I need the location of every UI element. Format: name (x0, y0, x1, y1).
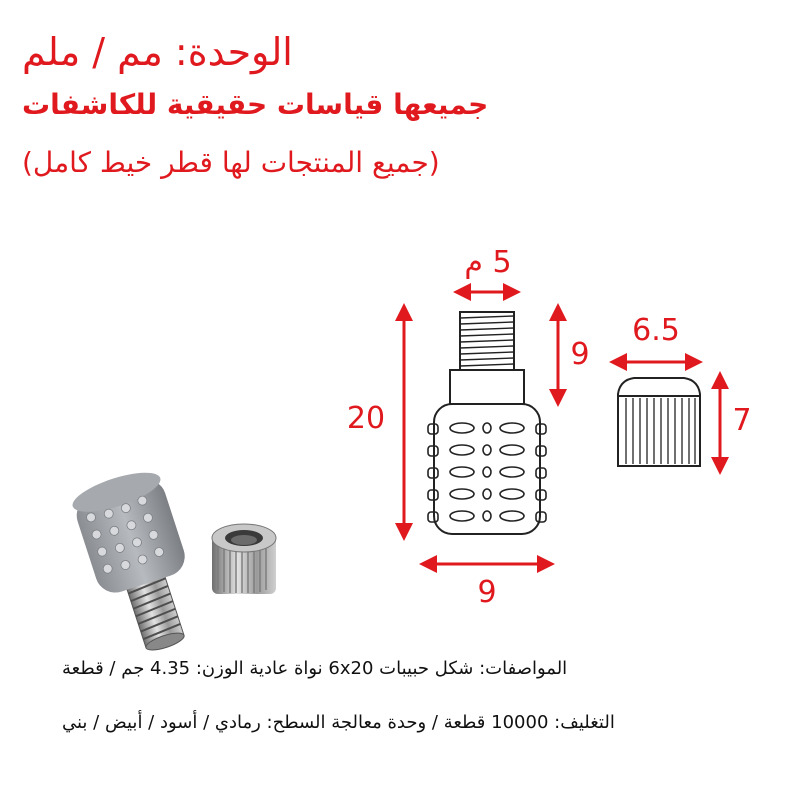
dim-label-nut-height: 7 (732, 403, 752, 438)
screw-drawing (428, 312, 546, 534)
dim-label-thread-width: 5 م (464, 245, 512, 280)
dim-label-nut-width: 6.5 (632, 313, 680, 348)
nut-outline (618, 378, 700, 466)
unit-title: الوحدة: مم / ملم (22, 30, 293, 74)
nut-drawing (618, 378, 700, 466)
screw-photo (68, 465, 210, 662)
spec-line-packaging: التغليف: 10000 قطعة / وحدة معالجة السطح: رمادي / أسود / أبيض / بني (62, 712, 615, 733)
screw-collar-outline (450, 370, 524, 404)
dim-label-total-height: 20 (346, 401, 386, 436)
thread-note: (جميع المنتجات لها قطر خيط كامل) (22, 146, 440, 179)
dim-label-thread-height: 9 (570, 337, 590, 372)
dim-label-body-width: 9 (477, 575, 497, 610)
spec-line-specifications: المواصفات: شكل حبيبات 6x20 نواة عادية الوزن: 4.35 جم / قطعة (62, 658, 568, 679)
nut-photo (212, 524, 276, 594)
real-measurement-subtitle: جميعها قياسات حقيقية للكاشفات (22, 88, 489, 121)
